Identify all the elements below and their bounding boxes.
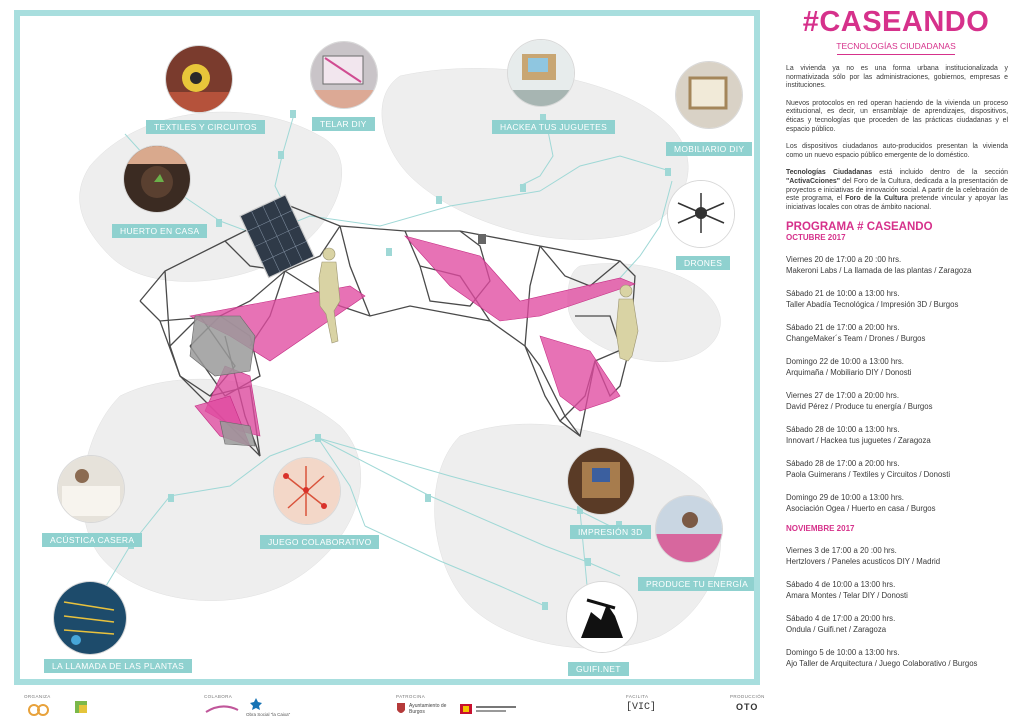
month-october: OCTUBRE 2017 [786,233,846,243]
label-produce: PRODUCE TU ENERGÍA [638,577,756,591]
photo-impresion [568,448,634,514]
event-what: Asociación Ogea / Huerto en casa / Burgos [786,503,936,513]
intro-bold-1: Tecnologías Ciudadanas [786,169,873,177]
october-events [776,255,1016,514]
event-when: Sábado 28 de 17:00 a 20:00 hrs. [786,459,900,469]
label-llamada: LA LLAMADA DE LAS PLANTAS [44,659,192,673]
organiza-logo-2-icon [72,698,92,718]
november-events [776,546,1016,669]
event-what: Taller Abadía Tecnológica / Impresión 3D / Burgos [786,299,959,309]
page-title: #CASEANDO [802,6,990,38]
photo-textiles [166,46,232,112]
footer-produccion: PRODUCCIÓN [730,694,765,699]
program-event [786,614,1016,635]
intro-paragraph-1: La vivienda ya no es una forma urbana institucionalizada y normativizada sólo por las administraciones, gobiernos, empresas e instituciones. [786,65,1008,90]
program-event [786,255,1016,276]
photo-drones [668,181,734,247]
event-when: Viernes 20 de 17:00 a 20 :00 hrs. [786,255,902,265]
program-event [786,493,1016,514]
label-hackea: HACKEA TUS JUGUETES [492,120,615,134]
photo-produce [656,496,722,562]
program-title: PROGRAMA # CASEANDO [786,221,933,234]
intro-paragraph-2: Nuevos protocolos en red operan haciendo de la vivienda un proceso extitucional, es decir, un ensamblaje de aprendizajes, dispositivos, éticas y tecnologías que proceden de las prácticas ciudadanas y el espacio público. [786,99,1008,133]
event-when: Viernes 27 de 17:00 a 20:00 hrs. [786,391,899,401]
intro-paragraph-4 [786,169,1008,212]
footer-colabora: COLABORA [204,694,233,699]
intro-bold-2: "ActivaCciones" [786,177,841,185]
oto-logo: OTO [736,702,759,712]
program-event [786,391,1016,412]
intro-text-a: está incluido dentro de la sección [872,169,1008,177]
event-what: Makeroni Labs / La llamada de las plantas / Zaragoza [786,265,972,275]
photo-juego [274,458,340,524]
program-event [786,425,1016,446]
intro-text-b: del Foro de la Cultura, dedicada a la presentación de proyectos e iniciativas de innovación social. A partir de la celebración de este programa, el [786,177,1008,203]
event-what: Ondula / Guifi.net / Zaragoza [786,624,887,634]
event-what: Ajo Taller de Arquitectura / Juego Colaborativo / Burgos [786,658,978,668]
footer-facilita: FACILITA [626,694,649,699]
label-huerto: HUERTO EN CASA [112,224,207,238]
program-event [786,648,1016,669]
label-impresion: IMPRESIÓN 3D [570,525,651,539]
program-event [786,459,1016,480]
label-mobiliario: MOBILIARIO DIY [666,142,752,156]
gobierno-logo-icon [460,702,520,716]
colabora-logo-icon [204,702,240,716]
page-subtitle: TECNOLOGÍAS CIUDADANAS [836,41,956,51]
program-event [786,357,1016,378]
event-when: Sábado 4 de 10:00 a 13:00 hrs. [786,580,896,590]
footer-organiza: ORGANIZA [24,694,51,699]
obra-social-text: Obra Social "la Caixa" [246,712,291,717]
program-event [786,289,1016,310]
event-when: Sábado 21 de 17:00 a 20:00 hrs. [786,323,900,333]
label-telar: TELAR DIY [312,117,375,131]
ayuntamiento-text: Ayuntamiento de Burgos [409,703,447,715]
photo-llamada [54,582,126,654]
label-juego: JUEGO COLABORATIVO [260,535,379,549]
photo-acustica [58,456,124,522]
photo-guifi [567,582,637,652]
human-figure-left [319,248,340,343]
event-what: David Pérez / Produce tu energía / Burgos [786,401,933,411]
la-caixa-star-icon [250,698,262,710]
event-when: Sábado 28 de 10:00 a 13:00 hrs. [786,425,900,435]
event-what: Amara Montes / Telar DIY / Donosti [786,590,908,600]
organiza-logo-icon [26,702,56,718]
photo-hackea [508,40,574,106]
event-what: ChangeMaker´s Team / Drones / Burgos [786,333,926,343]
speaker-device [478,234,486,244]
vic-logo: [VIC] [626,702,657,713]
intro-paragraph-3: Los dispositivos ciudadanos auto-producidos presentan la vivienda como un nuevo espacio público emergente de lo doméstico. [786,143,1008,159]
event-when: Sábado 4 de 17:00 a 20:00 hrs. [786,614,896,624]
burgos-shield-icon [396,702,406,716]
sponsor-footer [14,688,1014,725]
photo-telar [311,42,377,108]
program-event [786,323,1016,344]
program-event [786,580,1016,601]
event-when: Domingo 29 de 10:00 a 13:00 hrs. [786,493,904,503]
label-drones: DRONES [676,256,730,270]
photo-huerto [124,146,190,212]
footer-patrocina: PATROCINA [396,694,426,699]
subtitle-divider [837,54,955,55]
photo-mobiliario [676,62,742,128]
event-when: Domingo 22 de 10:00 a 13:00 hrs. [786,357,904,367]
info-column [776,0,1016,725]
event-when: Sábado 21 de 10:00 a 13:00 hrs. [786,289,900,299]
event-what: Hertzlovers / Paneles acusticos DIY / Madrid [786,556,941,566]
label-guifi: GUIFI.NET [568,662,629,676]
intro-bold-3: Foro de la Cultura [845,195,908,203]
label-acustica: ACÚSTICA CASERA [42,533,142,547]
month-november: NOVIEMBRE 2017 [786,524,855,534]
label-textiles: TEXTILES Y CIRCUITOS [146,120,265,134]
poster-frame [14,10,760,685]
intro-text-c: pretende vincular y apoyar las iniciativas locales con otras de ámbito nacional. [786,195,1008,211]
event-what: Paola Guimerans / Textiles y Circuitos / Donosti [786,469,951,479]
event-when: Viernes 3 de 17:00 a 20 :00 hrs. [786,546,897,556]
event-what: Innovart / Hackea tus juguetes / Zaragoza [786,435,931,445]
event-what: Arquimaña / Mobiliario DIY / Donosti [786,367,912,377]
event-when: Domingo 5 de 10:00 a 13:00 hrs. [786,648,900,658]
program-event [786,546,1016,567]
